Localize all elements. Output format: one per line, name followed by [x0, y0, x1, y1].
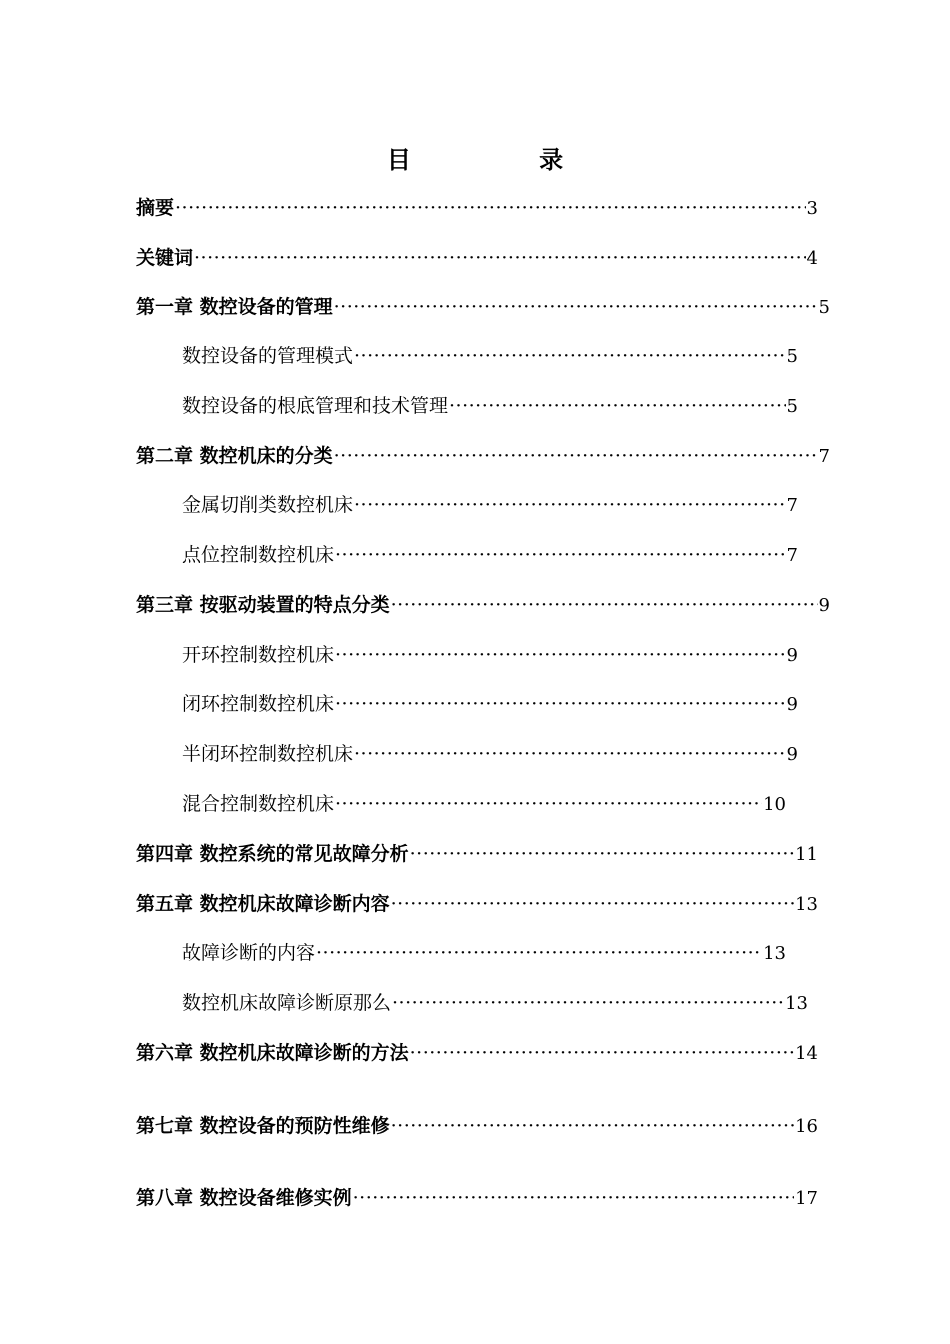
toc-entry[interactable]: [136, 1038, 818, 1068]
toc-leader-dots: [410, 839, 794, 869]
toc-entry-label: 点位控制数控机床: [182, 544, 335, 566]
toc-entry-label: 混合控制数控机床: [182, 793, 335, 815]
toc-leader-dots: [410, 1038, 794, 1068]
toc-entry[interactable]: [182, 490, 798, 520]
toc-leader-dots: [335, 540, 786, 570]
toc-entry-label: 半闭环控制数控机床: [182, 743, 354, 765]
toc-entry[interactable]: [136, 1111, 818, 1141]
toc-entry-label: 第一章 数控设备的管理: [136, 296, 333, 318]
toc-entry-label: 第二章 数控机床的分类: [136, 445, 333, 467]
toc-entry-label: 第五章 数控机床故障诊断内容: [136, 893, 390, 915]
toc-leader-dots: [335, 640, 786, 670]
toc-leader-dots: [334, 292, 818, 322]
toc-page-number: 17: [795, 1188, 818, 1209]
toc-entry-label: 第三章 按驱动装置的特点分类: [136, 594, 390, 616]
toc-entry-label: 第六章 数控机床故障诊断的方法: [136, 1042, 409, 1064]
toc-entry-label: 第七章 数控设备的预防性维修: [136, 1115, 390, 1137]
toc-page-number: 7: [818, 446, 830, 467]
toc-leader-dots: [391, 889, 794, 919]
toc-entry[interactable]: [182, 938, 786, 968]
toc-entry[interactable]: [182, 739, 798, 769]
toc-entry[interactable]: [182, 789, 786, 819]
toc-entry[interactable]: [136, 243, 818, 273]
toc-entry-label: 数控设备的管理模式: [182, 345, 354, 367]
toc-entry[interactable]: [136, 292, 830, 322]
toc-entry[interactable]: [182, 341, 798, 371]
toc-entry[interactable]: [182, 689, 798, 719]
toc-page-number: 5: [786, 346, 798, 367]
toc-leader-dots: [316, 938, 762, 968]
toc-entry[interactable]: [136, 889, 818, 919]
toc-page-number: 13: [785, 993, 808, 1014]
toc-page-number: 9: [786, 744, 798, 765]
toc-leader-dots: [335, 689, 786, 719]
toc-entry-label: 数控机床故障诊断原那么: [182, 992, 392, 1014]
toc-entry-label: 数控设备的根底管理和技术管理: [182, 395, 449, 417]
toc-page-number: 4: [806, 248, 818, 269]
toc-leader-dots: [194, 243, 806, 273]
toc-page-number: 7: [786, 495, 798, 516]
toc-page-number: 16: [795, 1116, 818, 1137]
toc-entry[interactable]: [182, 540, 798, 570]
toc-entry-label: 第四章 数控系统的常见故障分析: [136, 843, 409, 865]
toc-leader-dots: [354, 739, 786, 769]
toc-leader-dots: [334, 441, 818, 471]
toc-entry[interactable]: [136, 193, 818, 223]
toc-page-number: 5: [786, 396, 798, 417]
toc-entry-label: 闭环控制数控机床: [182, 693, 335, 715]
toc-entry-label: 故障诊断的内容: [182, 942, 316, 964]
toc-leader-dots: [354, 490, 786, 520]
toc-leader-dots: [175, 193, 806, 223]
toc-title: 目 录: [386, 146, 624, 174]
toc-entry[interactable]: [136, 441, 830, 471]
toc-entry-label: 金属切削类数控机床: [182, 494, 354, 516]
toc-leader-dots: [354, 341, 786, 371]
toc-entry[interactable]: [182, 391, 798, 421]
toc-page-number: 9: [786, 645, 798, 666]
toc-entry[interactable]: [136, 839, 818, 869]
toc-entry-label: 关键词: [136, 247, 194, 269]
toc-entry[interactable]: [182, 988, 808, 1018]
toc-page-number: 9: [818, 595, 830, 616]
toc-entry-label: 摘要: [136, 197, 175, 219]
toc-page-number: 14: [795, 1043, 818, 1064]
toc-leader-dots: [335, 789, 762, 819]
toc-leader-dots: [353, 1183, 794, 1213]
toc-page-number: 9: [786, 694, 798, 715]
toc-page-number: 10: [763, 794, 786, 815]
toc-leader-dots: [449, 391, 786, 421]
toc-leader-dots: [392, 988, 784, 1018]
toc-page-number: 7: [786, 545, 798, 566]
toc-page-number: 13: [763, 943, 786, 964]
toc-page-number: 3: [806, 198, 818, 219]
toc-leader-dots: [391, 1111, 794, 1141]
toc-entry[interactable]: [136, 1183, 818, 1213]
toc-entry[interactable]: [136, 590, 830, 620]
toc-page-number: 5: [818, 297, 830, 318]
toc-entry[interactable]: [182, 640, 798, 670]
toc-leader-dots: [391, 590, 818, 620]
toc-page-number: 13: [795, 894, 818, 915]
toc-page-number: 11: [795, 844, 818, 865]
toc-entry-label: 开环控制数控机床: [182, 644, 335, 666]
toc-entry-label: 第八章 数控设备维修实例: [136, 1187, 352, 1209]
